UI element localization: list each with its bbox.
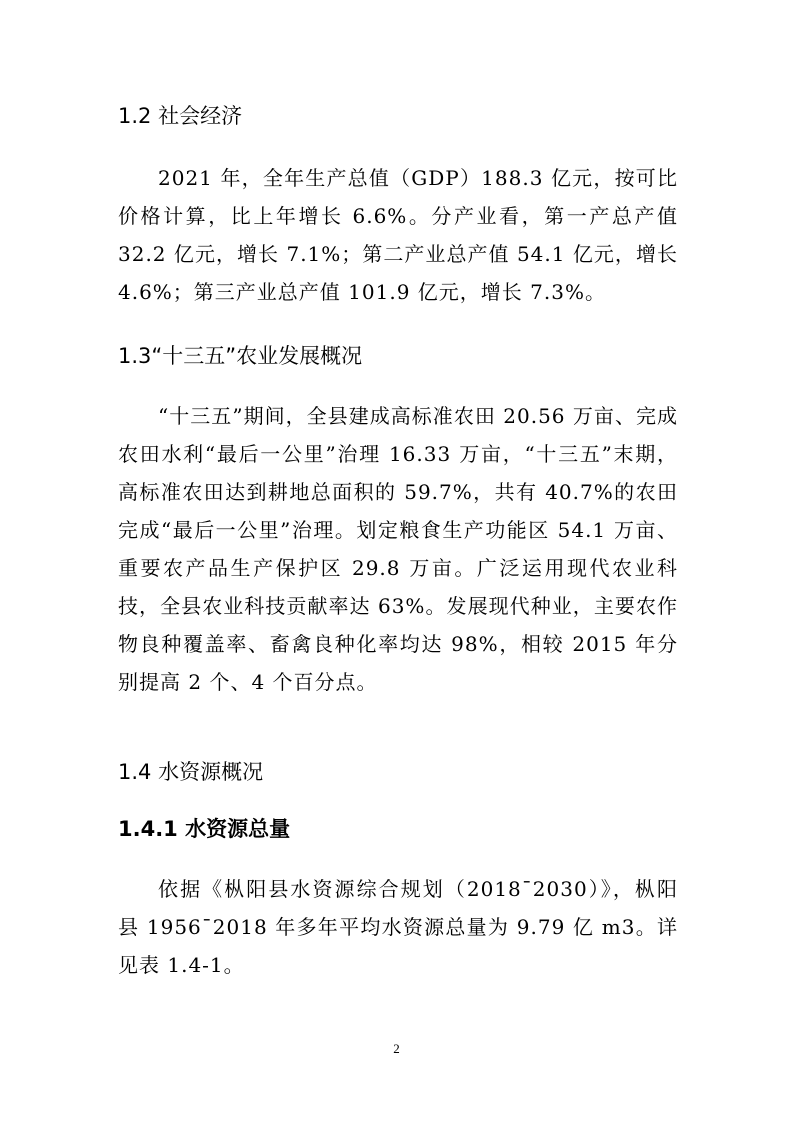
paragraph-water-resources-total: 依据《枞阳县水资源综合规划（2018¯2030）》，枞阳县 1956¯2018 年多年平均水资源总量为 9.79 亿 m3。详见表 1.4-1。 (118, 877, 678, 977)
section-heading-1-4: 1.4 水资源概况 (118, 760, 264, 784)
section-heading-1-2: 1.2 社会经济 (118, 104, 243, 128)
section-heading-1-3: 1.3“十三五”农业发展概况 (118, 344, 363, 368)
page-number: 2 (393, 1041, 400, 1056)
paragraph-social-economy: 2021 年，全年生产总值（GDP）188.3 亿元，按可比价格计算，比上年增长 6.6%。分产业看，第一产总产值 32.2 亿元，增长 7.1%；第二产业总产值 54.1 亿元，增长 4.6%；第三产业总产值 101.9 亿元，增长 7.3%。 (118, 166, 678, 304)
section-heading-1-4-1: 1.4.1 水资源总量 (118, 817, 291, 841)
paragraph-agriculture-development: “十三五”期间，全县建成高标准农田 20.56 万亩、完成农田水利“最后一公里”治理 16.33 万亩，“十三五”末期，高标准农田达到耕地总面积的 59.7%，共有 40.7%的农田完成“最后一公里”治理。划定粮食生产功能区 54.1 万亩、重要农产品生产保护区 29.8 万亩。广泛运用现代农业科技，全县农业科技贡献率达 63%。发展现代种业，主要农作物良种覆盖率、畜禽良种化率均达 98%，相较 2015 年分别提高 2 个、4 个百分点。 (118, 404, 678, 694)
